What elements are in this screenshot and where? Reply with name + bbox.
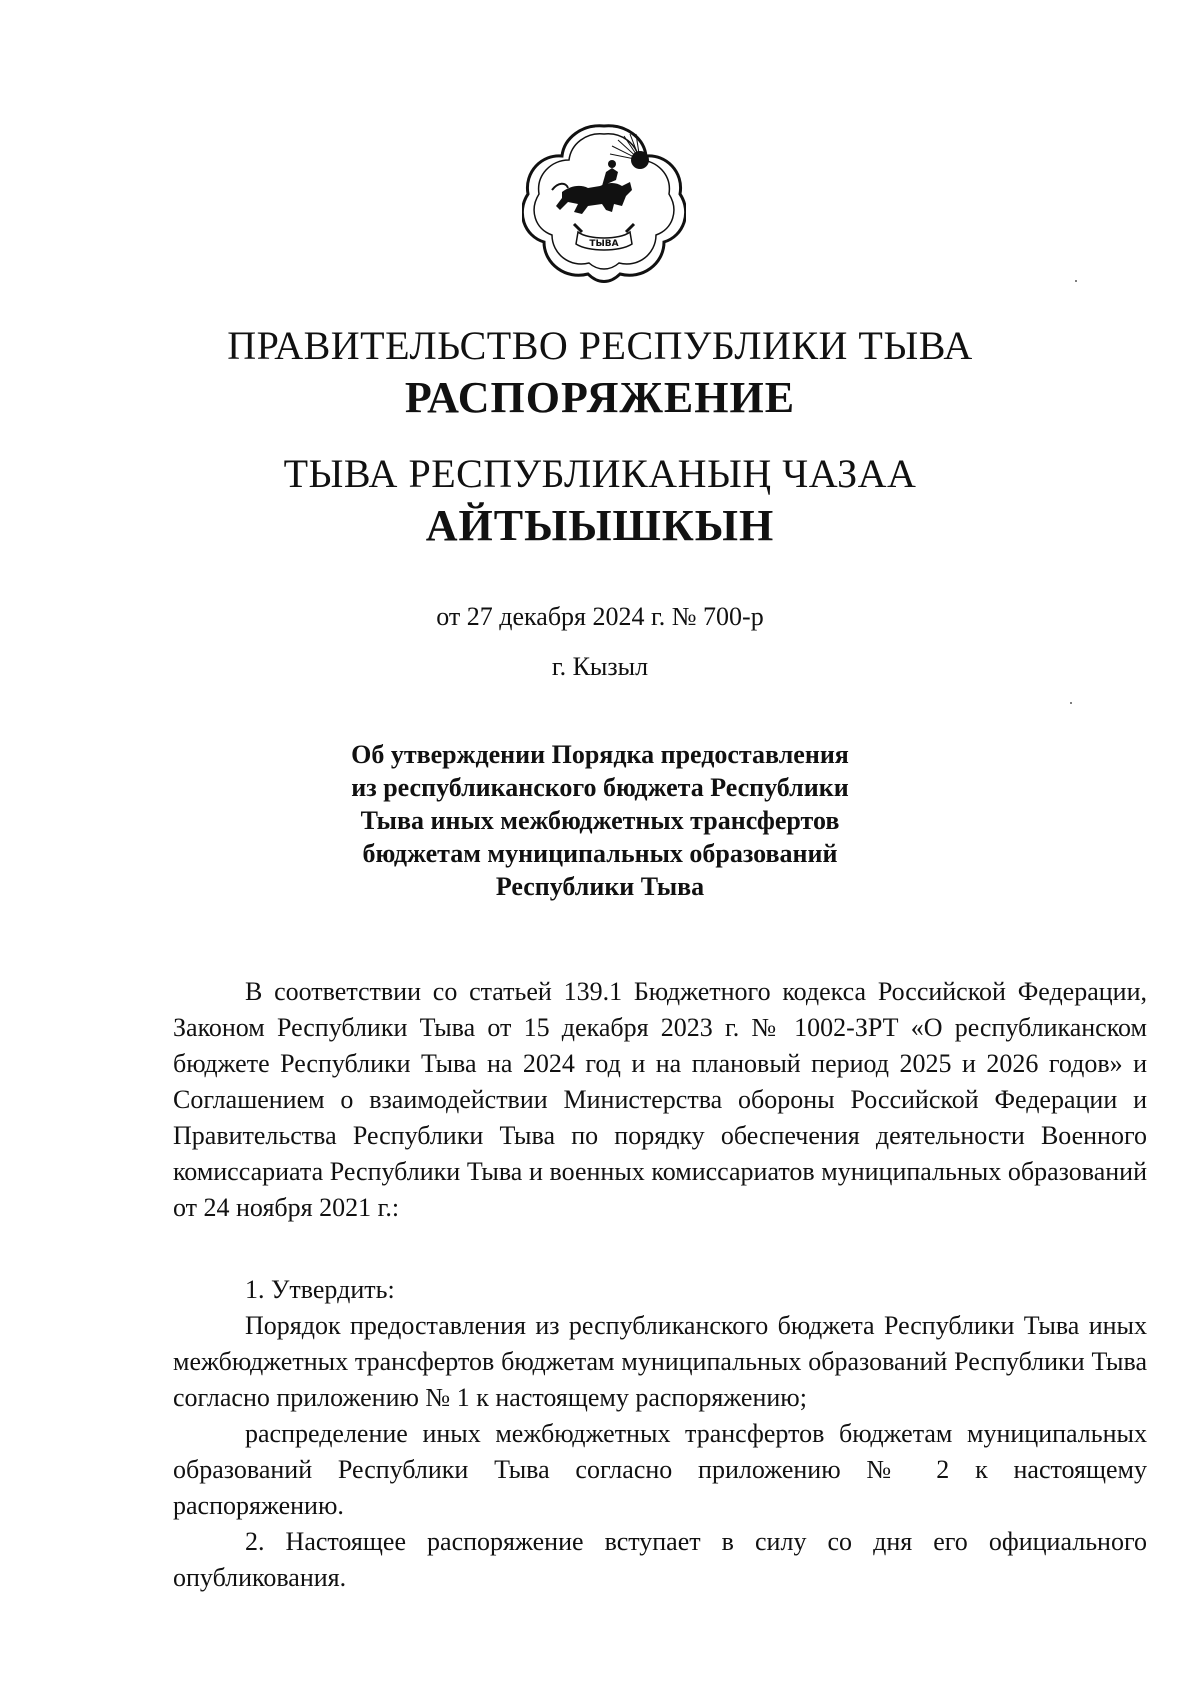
subject-line: Республики Тыва (495, 872, 705, 901)
scan-speck (1070, 702, 1072, 704)
item-paragraph: 2. Настоящее распоряжение вступает в силу со дня его официального опубликования. (173, 1527, 1147, 1592)
subject-line: бюджетам муниципальных образований (362, 839, 838, 868)
subject-line: из республиканского бюджета Республики (351, 773, 849, 802)
document-type-ru: РАСПОРЯЖЕНИЕ (404, 373, 796, 422)
emblem-ribbon-text: ТЫВА (589, 239, 619, 249)
government-title-tyv: ТЫВА РЕСПУБЛИКАНЫҢ ЧАЗАА (283, 451, 917, 496)
document-date-number: от 27 декабря 2024 г. № 700-р (436, 602, 764, 631)
document-preamble (173, 974, 1147, 1226)
government-title-ru: ПРАВИТЕЛЬСТВО РЕСПУБЛИКИ ТЫВА (227, 323, 973, 368)
item-paragraph: распределение иных межбюджетных трансфертов бюджетам муниципальных образований Республики Тыва согласно приложению № 2 к настоящему распоряжению. (173, 1419, 1147, 1520)
document-items (173, 1272, 1147, 1596)
document-type-tyv: АЙТЫЫШКЫН (425, 501, 775, 550)
item-paragraph: Порядок предоставления из республиканского бюджета Республики Тыва иных межбюджетных трансфертов бюджетам муниципальных образований Республики Тыва согласно приложению № 1 к настоящему распоряжению; (173, 1311, 1147, 1412)
document-subject (0, 738, 1200, 903)
subject-line: Об утверждении Порядка предоставления (351, 740, 849, 769)
document-city: г. Кызыл (551, 652, 649, 681)
preamble-paragraph: В соответствии со статьей 139.1 Бюджетного кодекса Российской Федерации, Законом Республики Тыва от 15 декабря 2023 г. № 1002-ЗРТ «О республиканском бюджете Республики Тыва на 2024 год и на плановый период 2025 и 2026 годов» и Соглашением о взаимодействии Министерства обороны Российской Федерации и Правительства Республики Тыва по порядку обеспечения деятельности Военного комиссариата Республики Тыва и военных комиссариатов муниципальных образований от 24 ноября 2021 г.: (173, 977, 1147, 1222)
scan-speck (1075, 280, 1077, 282)
tuva-coat-of-arms-icon (522, 120, 686, 284)
subject-line: Тыва иных межбюджетных трансфертов (360, 806, 840, 835)
item-paragraph: 1. Утвердить: (245, 1275, 395, 1304)
